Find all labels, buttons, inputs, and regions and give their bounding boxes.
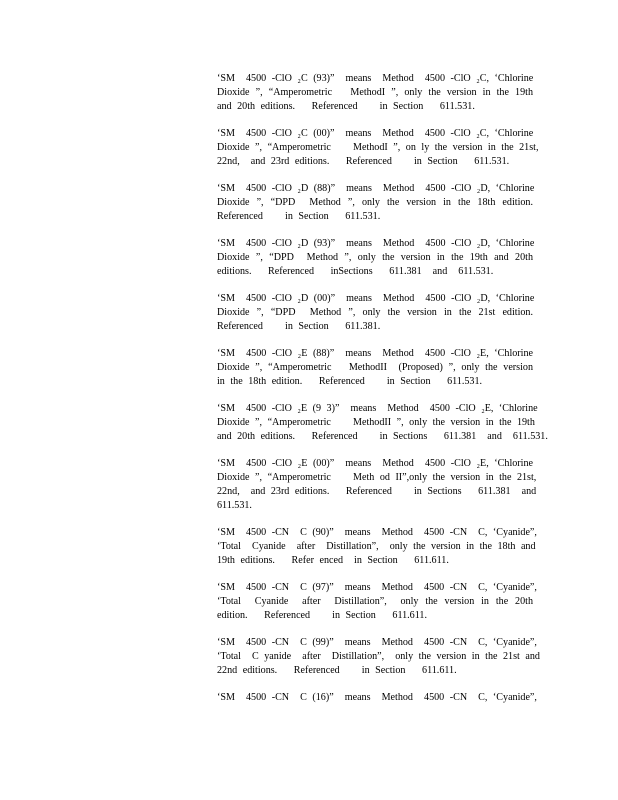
definition-entry bbox=[217, 237, 533, 279]
definition-entry bbox=[217, 347, 533, 389]
entry-line: ‘SM 4500 -ClO ₂C (00)” means Method 4500 -ClO ₂C, ‘Chlorine bbox=[217, 128, 534, 139]
entry-line: Referenced in Section 611.381. bbox=[217, 321, 381, 332]
entry-line: ‘SM 4500 -ClO ₂E (9 3)” means Method 4500 -ClO ₂E, ‘Chlorine bbox=[217, 403, 538, 414]
entry-line: Dioxide ”, “DPD Method ”, only the version in the 21st edition. bbox=[217, 307, 533, 318]
entry-line: Dioxide ”, “Amperometric MethodII (Proposed) ”, only the version bbox=[217, 362, 533, 373]
entry-line: ‘SM 4500 -ClO ₂E (00)” means Method 4500 -ClO ₂E, ‘Chlorine bbox=[217, 458, 533, 469]
definitions-list bbox=[217, 72, 548, 718]
entry-line: ‘Total Cyanide after Distillation”, only the version in the 20th bbox=[217, 596, 533, 607]
entry-line: ‘SM 4500 -ClO ₂D (88)” means Method 4500 -ClO ₂D, ‘Chlorine bbox=[217, 183, 535, 194]
entry-line: 611.531. bbox=[217, 500, 252, 511]
definition-entry bbox=[217, 691, 537, 705]
entry-line: ‘SM 4500 -ClO ₂E (88)” means Method 4500 -ClO ₂E, ‘Chlorine bbox=[217, 348, 533, 359]
entry-line: Dioxide ”, “DPD Method ”, only the version in the 18th edition. bbox=[217, 197, 533, 208]
entry-line: Dioxide ”, “Amperometric Meth od II”,only the version in the 21st, bbox=[217, 472, 537, 483]
entry-line: ‘SM 4500 -CN C (97)” means Method 4500 -CN C, ‘Cyanide”, bbox=[217, 582, 537, 593]
entry-line: ‘SM 4500 -CN C (16)” means Method 4500 -CN C, ‘Cyanide”, bbox=[217, 692, 537, 703]
definition-entry bbox=[217, 182, 533, 224]
entry-line: ‘Total C yanide after Distillation”, only the version in the 21st and bbox=[217, 651, 540, 662]
entry-line: ‘Total Cyanide after Distillation”, only the version in the 18th and bbox=[217, 541, 536, 552]
entry-line: Dioxide ”, “Amperometric MethodI ”, only the version in the 19th bbox=[217, 87, 533, 98]
definition-entry bbox=[217, 292, 533, 334]
entry-line: Dioxide ”, “DPD Method ”, only the version in the 19th and 20th bbox=[217, 252, 533, 263]
entry-line: 22nd, and 23rd editions. Referenced in Section 611.531. bbox=[217, 156, 510, 167]
entry-line: ‘SM 4500 -ClO ₂D (00)” means Method 4500 -ClO ₂D, ‘Chlorine bbox=[217, 293, 535, 304]
entry-line: ‘SM 4500 -ClO ₂D (93)” means Method 4500 -ClO ₂D, ‘Chlorine bbox=[217, 238, 535, 249]
entry-line: 22nd, and 23rd editions. Referenced in Sections 611.381 and bbox=[217, 486, 537, 497]
definition-entry bbox=[217, 636, 540, 678]
entry-line: Dioxide ”, “Amperometric MethodII ”, only the version in the 19th bbox=[217, 417, 535, 428]
entry-line: edition. Referenced in Section 611.611. bbox=[217, 610, 427, 621]
entry-line: ‘SM 4500 -CN C (99)” means Method 4500 -CN C, ‘Cyanide”, bbox=[217, 637, 537, 648]
entry-line: Dioxide ”, “Amperometric MethodI ”, on ly the version in the 21st, bbox=[217, 142, 539, 153]
entry-line: ‘SM 4500 -CN C (90)” means Method 4500 -CN C, ‘Cyanide”, bbox=[217, 527, 537, 538]
definition-entry bbox=[217, 127, 539, 169]
entry-line: ‘SM 4500 -ClO ₂C (93)” means Method 4500 -ClO ₂C, ‘Chlorine bbox=[217, 73, 534, 84]
entry-line: 22nd editions. Referenced in Section 611.611. bbox=[217, 665, 457, 676]
definition-entry bbox=[217, 581, 537, 623]
entry-line: and 20th editions. Referenced in Section 611.531. bbox=[217, 101, 475, 112]
entry-line: Referenced in Section 611.531. bbox=[217, 211, 381, 222]
entry-line: editions. Referenced inSections 611.381 and 611.531. bbox=[217, 266, 494, 277]
entry-line: 19th editions. Refer enced in Section 611.611. bbox=[217, 555, 449, 566]
definition-entry bbox=[217, 72, 533, 114]
definition-entry bbox=[217, 526, 537, 568]
definition-entry bbox=[217, 457, 537, 513]
entry-line: and 20th editions. Referenced in Sections 611.381 and 611.531. bbox=[217, 431, 548, 442]
definition-entry bbox=[217, 402, 548, 444]
entry-line: in the 18th edition. Referenced in Section 611.531. bbox=[217, 376, 483, 387]
